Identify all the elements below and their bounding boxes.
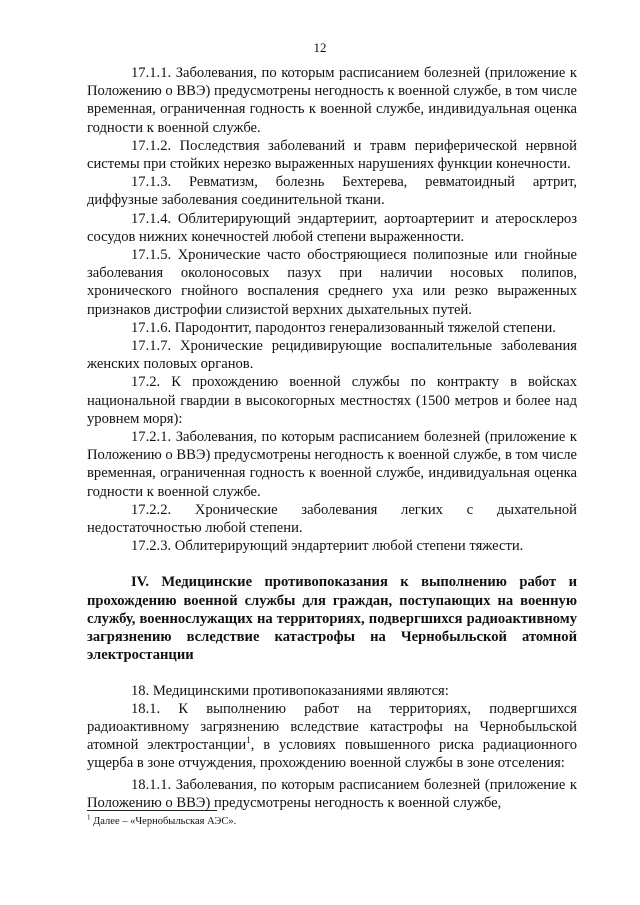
document-body: [87, 64, 577, 812]
paragraph-17-1-1: 17.1.1. Заболевания, по которым расписанием болезней (приложение к Положению о ВВЭ) предусмотрены негодность к военной службе, в том числе временная, ограниченная годность к военной службе, индивидуальная оценка годности к военной службе.: [87, 65, 577, 136]
footnote: [87, 815, 577, 828]
paragraph-17-2-1: 17.2.1. Заболевания, по которым расписанием болезней (приложение к Положению о ВВЭ) предусмотрены негодность к военной службе, в том числе временная, ограниченная годность к военной службе, индивидуальная оценка годности к военной службе.: [87, 429, 577, 500]
paragraph-18: 18. Медицинскими противопоказаниями являются:: [131, 682, 449, 699]
paragraph-17-1-3: 17.1.3. Ревматизм, болезнь Бехтерева, ревматоидный артрит, диффузные заболевания соединительной ткани.: [87, 174, 577, 209]
paragraph-18-1-text-end: , в условиях повышенного риска радиационного ущерба в зоне отчуждения, прохождению военной службы в зоне отселения:: [87, 737, 577, 772]
paragraph-17-1-2: 17.1.2. Последствия заболеваний и травм периферической нервной системы при стойких нерезко выраженных нарушениях функции конечности.: [87, 137, 577, 173]
paragraph-17-2-3: 17.2.3. Облитерирующий эндартериит любой степени тяжести.: [131, 538, 524, 555]
footnote-divider: [87, 810, 217, 811]
footnote-text: Далее – «Чернобыльская АЭС».: [90, 816, 237, 827]
spacer: [87, 555, 577, 573]
footnote-marker: 1: [87, 813, 91, 822]
page-number: 12: [313, 40, 327, 55]
paragraph-17-1-4: 17.1.4. Облитерирующий эндартериит, аортоартериит и атеросклероз сосудов нижних конечностей любой степени выраженности.: [87, 210, 577, 245]
paragraph-17-2: 17.2. К прохождению военной службы по контракту в войсках национальной гвардии в высокогорных местностях (1500 метров и более над уровнем моря):: [87, 374, 577, 427]
paragraph-17-2-2: 17.2.2. Хронические заболевания легких с дыхательной недостаточностью любой степени.: [87, 501, 577, 537]
paragraph-18-1: [87, 700, 577, 773]
paragraph-18-1-1: 18.1.1. Заболевания, по которым расписанием болезней (приложение к Положению о ВВЭ) предусмотрены негодность к военной службе,: [87, 776, 577, 811]
paragraph-17-1-5: 17.1.5. Хронические часто обостряющиеся полипозные или гнойные заболевания околоносовых пазух при наличии носовых полипов, хронического гнойного воспаления среднего уха или резко выраженных признаков дистрофии слизистой верхних дыхательных путей.: [87, 247, 577, 318]
spacer: [87, 665, 577, 682]
footnote-reference: 1: [246, 735, 251, 746]
paragraph-17-1-6: 17.1.6. Пародонтит, пародонтоз генерализованный тяжелой степени.: [131, 319, 556, 336]
paragraph-18-1-text-start: 18.1. К выполнению работ на территориях, подвергшихся радиоактивному загрязнению вследствие катастрофы на Чернобыльской атомной электростанции: [87, 700, 577, 754]
paragraph-17-1-7: 17.1.7. Хронические рецидивирующие воспалительные заболевания женских половых органов.: [87, 338, 577, 373]
section-heading: IV. Медицинские противопоказания к выполнению работ и прохождению военной службы для граждан, поступающих на военную службу, военнослужащих на территориях, подвергшихся радиоактивному загрязнению вследствие катастрофы на Чернобыльской атомной электростанции: [87, 574, 577, 664]
